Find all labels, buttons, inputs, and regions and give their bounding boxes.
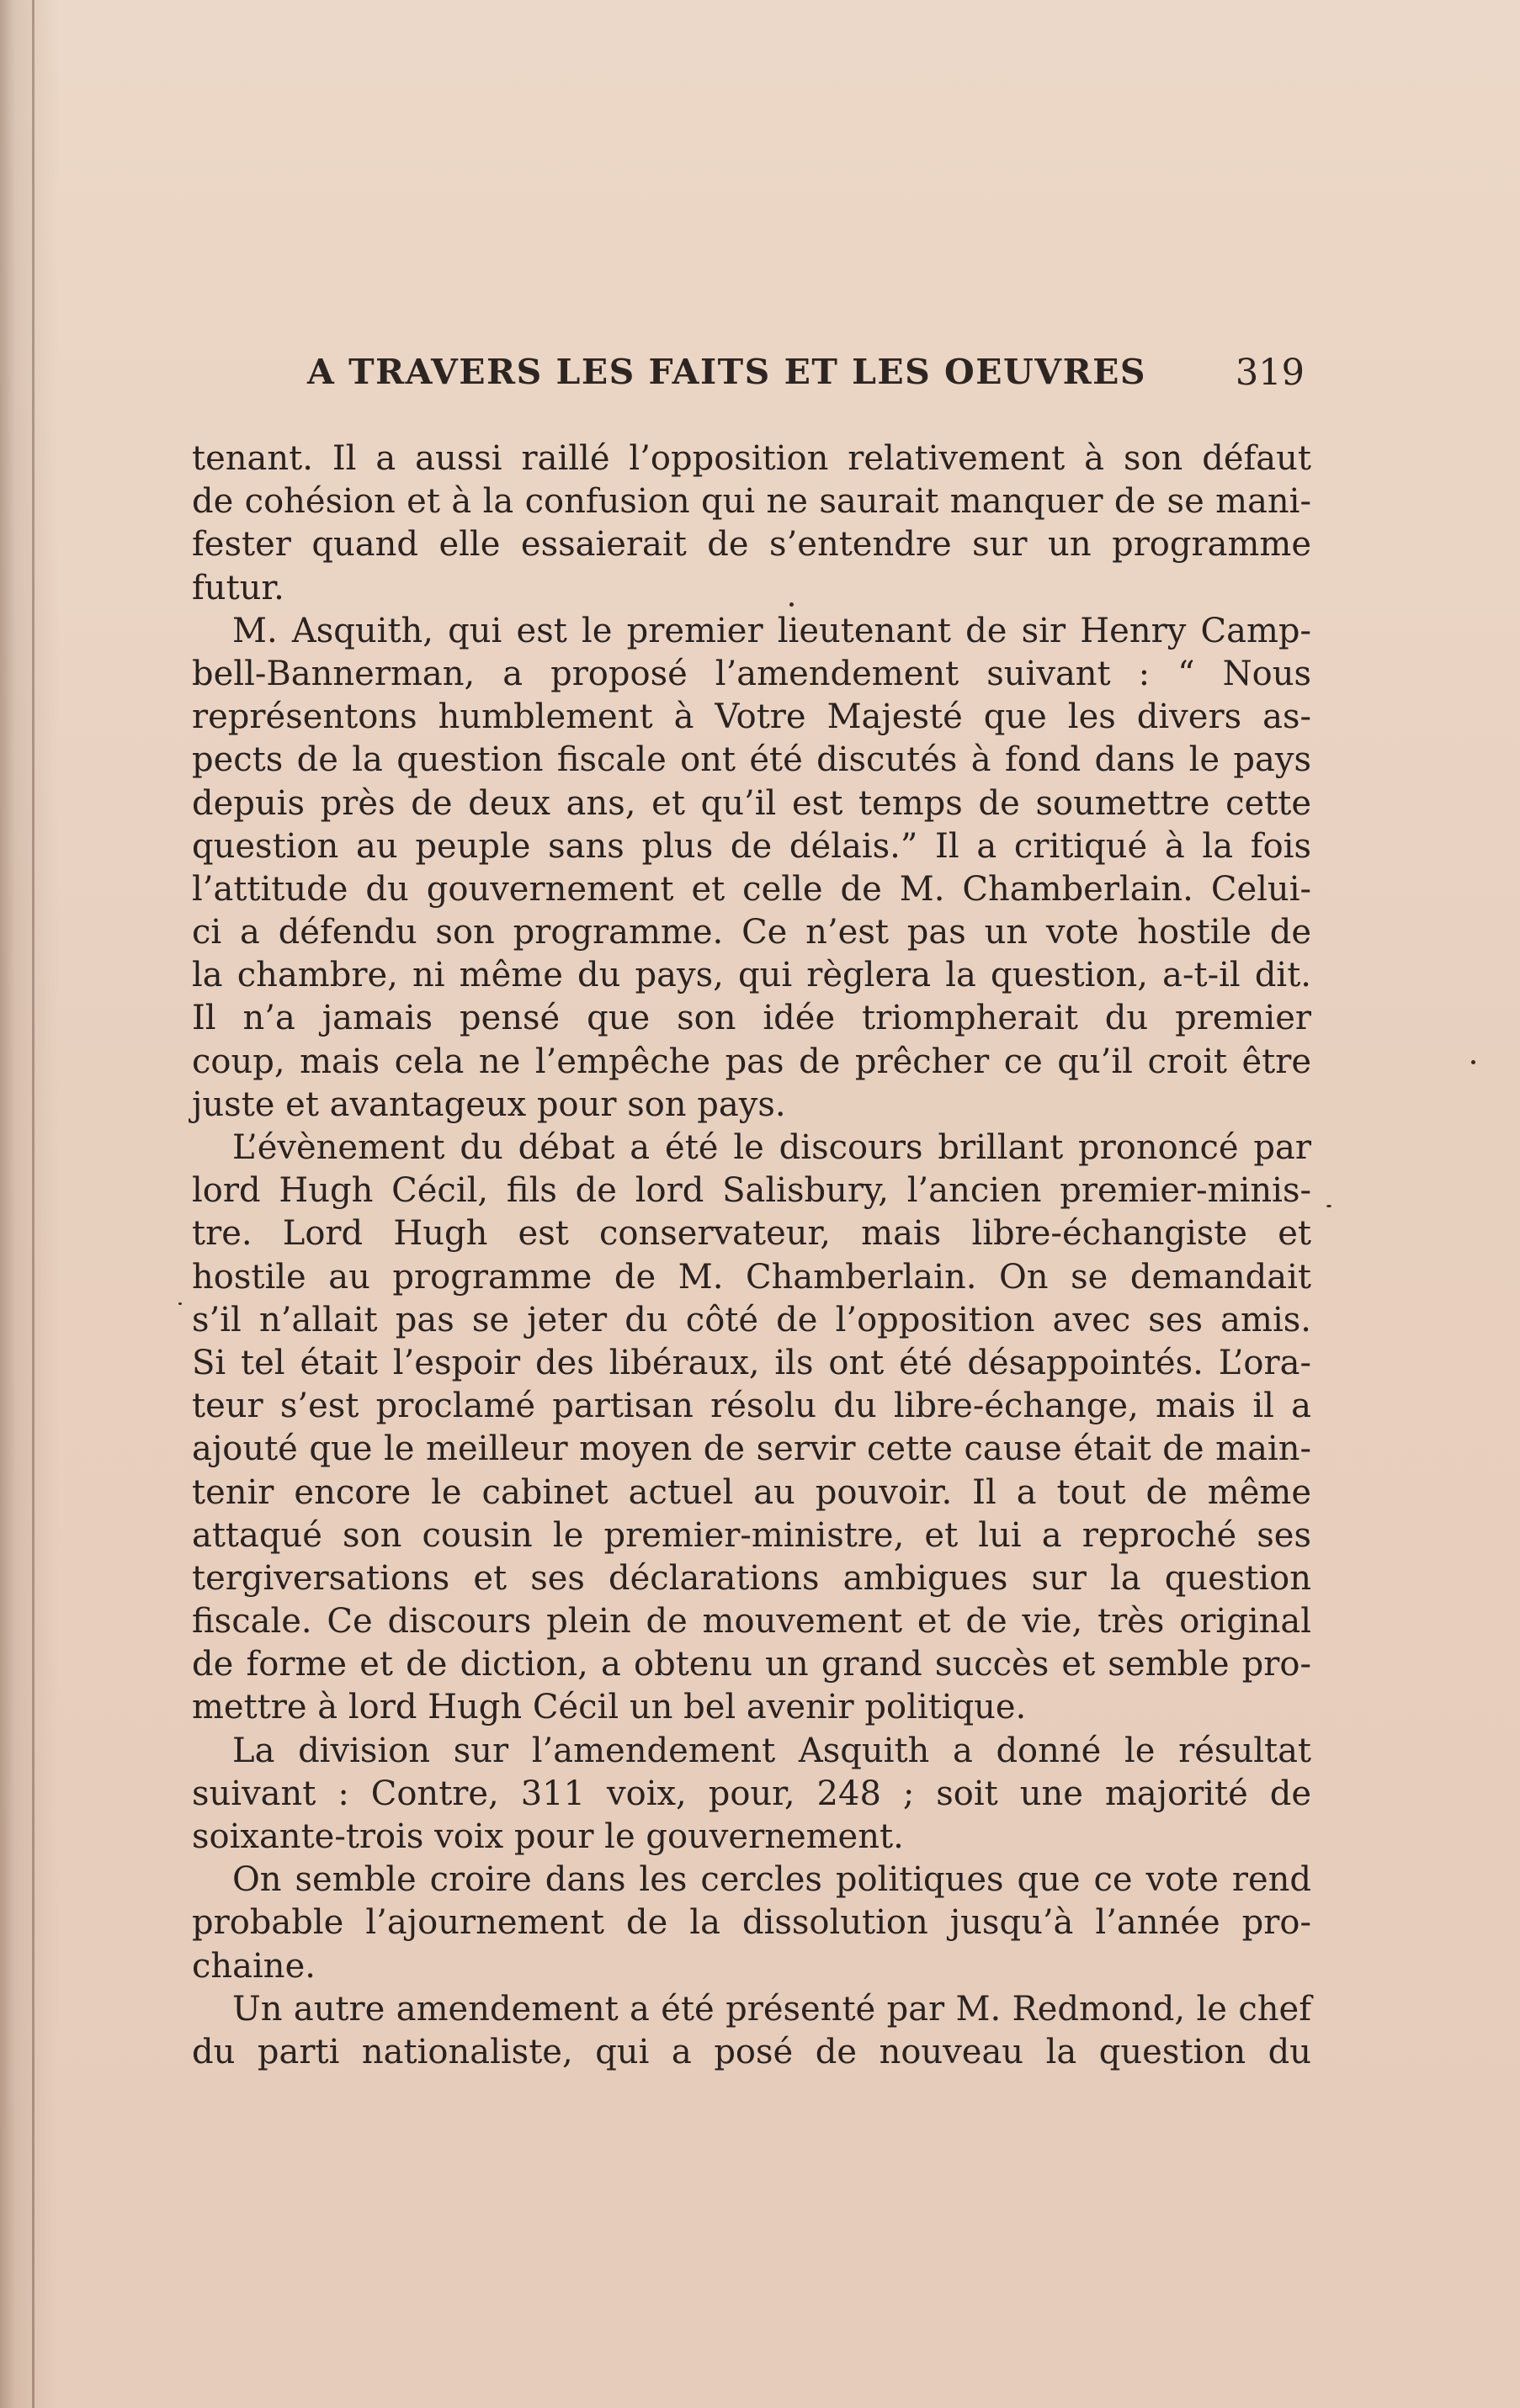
text-line: chaine. bbox=[192, 1946, 316, 1986]
text-line: fester quand elle essaierait de s’entendre sur un programme bbox=[192, 525, 1311, 565]
text-line: Si tel était l’espoir des libéraux, ils ont été désappointés. L’ora- bbox=[192, 1343, 1311, 1382]
text-line: l’attitude du gouvernement et celle de M. Chamberlain. Celui- bbox=[192, 869, 1311, 909]
text-line: question au peuple sans plus de délais.” Il a critiqué à la fois bbox=[192, 826, 1311, 866]
text-line: probable l’ajournement de la dissolution jusqu’à l’année pro- bbox=[192, 1903, 1311, 1943]
ink-speck bbox=[789, 602, 794, 607]
text-line: Il n’a jamais pensé que son idée triompherait du premier bbox=[192, 999, 1311, 1038]
text-line: hostile au programme de M. Chamberlain. On se demandait bbox=[192, 1257, 1311, 1297]
running-title: A TRAVERS LES FAITS ET LES OEUVRES bbox=[307, 352, 1147, 392]
text-line: soixante-trois voix pour le gouvernement. bbox=[192, 1817, 904, 1856]
text-line: mettre à lord Hugh Cécil un bel avenir politique. bbox=[192, 1688, 1027, 1727]
text-line: bell-Bannerman, a proposé l’amendement suivant : “ Nous bbox=[192, 654, 1311, 693]
text-line: ci a défendu son programme. Ce n’est pas un vote hostile de bbox=[192, 913, 1311, 952]
text-line: de forme et de diction, a obtenu un grand succès et semble pro- bbox=[192, 1645, 1311, 1684]
text-line: la chambre, ni même du pays, qui règlera la question, a-t-il dit. bbox=[192, 956, 1311, 995]
text-line: tre. Lord Hugh est conservateur, mais libre-échangiste et bbox=[192, 1214, 1311, 1254]
binding-gutter bbox=[32, 0, 35, 2408]
text-line: fiscale. Ce discours plein de mouvement et de vie, très original bbox=[192, 1602, 1311, 1642]
text-line: pects de la question fiscale ont été discutés à fond dans le pays bbox=[192, 740, 1311, 780]
text-line: tenir encore le cabinet actuel au pouvoir. Il a tout de même bbox=[192, 1472, 1311, 1512]
text-line: M. Asquith, qui est le premier lieutenant de sir Henry Camp- bbox=[232, 611, 1311, 650]
text-line: lord Hugh Cécil, fils de lord Salisbury, l’ancien premier-minis- bbox=[192, 1171, 1311, 1211]
ink-speck bbox=[1471, 1060, 1475, 1064]
text-line: L’évènement du débat a été le discours brillant prononcé par bbox=[232, 1128, 1311, 1167]
text-line: On semble croire dans les cercles politiques que ce vote rend bbox=[232, 1860, 1311, 1900]
body-text bbox=[192, 438, 1311, 2074]
text-line: Un autre amendement a été présenté par M. Redmond, le chef bbox=[232, 1989, 1311, 2029]
text-line: juste et avantageux pour son pays. bbox=[192, 1085, 786, 1124]
text-line: ajouté que le meilleur moyen de servir cette cause était de main- bbox=[192, 1429, 1311, 1469]
ink-speck bbox=[178, 1302, 182, 1305]
text-line: représentons humblement à Votre Majesté que les divers as- bbox=[192, 697, 1311, 737]
text-line: La division sur l’amendement Asquith a donné le résultat bbox=[232, 1731, 1311, 1770]
page-number: 319 bbox=[1235, 352, 1305, 394]
text-line: teur s’est proclamé partisan résolu du libre-échange, mais il a bbox=[192, 1387, 1311, 1426]
text-line: tergiversations et ses déclarations ambigues sur la question bbox=[192, 1558, 1311, 1598]
text-line: suivant : Contre, 311 voix, pour, 248 ; soit une majorité de bbox=[192, 1774, 1311, 1813]
page-header bbox=[307, 352, 1305, 402]
text-line: tenant. Il a aussi raillé l’opposition relativement à son défaut bbox=[192, 439, 1311, 478]
text-line: coup, mais cela ne l’empêche pas de prêcher ce qu’il croit être bbox=[192, 1042, 1311, 1081]
text-line: du parti nationaliste, qui a posé de nouveau la question du bbox=[192, 2032, 1311, 2071]
text-line: futur. bbox=[192, 568, 284, 607]
text-line: de cohésion et à la confusion qui ne saurait manquer de se mani- bbox=[192, 482, 1311, 522]
text-line: s’il n’allait pas se jeter du côté de l’opposition avec ses amis. bbox=[192, 1300, 1311, 1339]
text-line: depuis près de deux ans, et qu’il est temps de soumettre cette bbox=[192, 783, 1311, 823]
ink-speck bbox=[1326, 1205, 1331, 1207]
text-line: attaqué son cousin le premier-ministre, et lui a reproché ses bbox=[192, 1515, 1311, 1555]
